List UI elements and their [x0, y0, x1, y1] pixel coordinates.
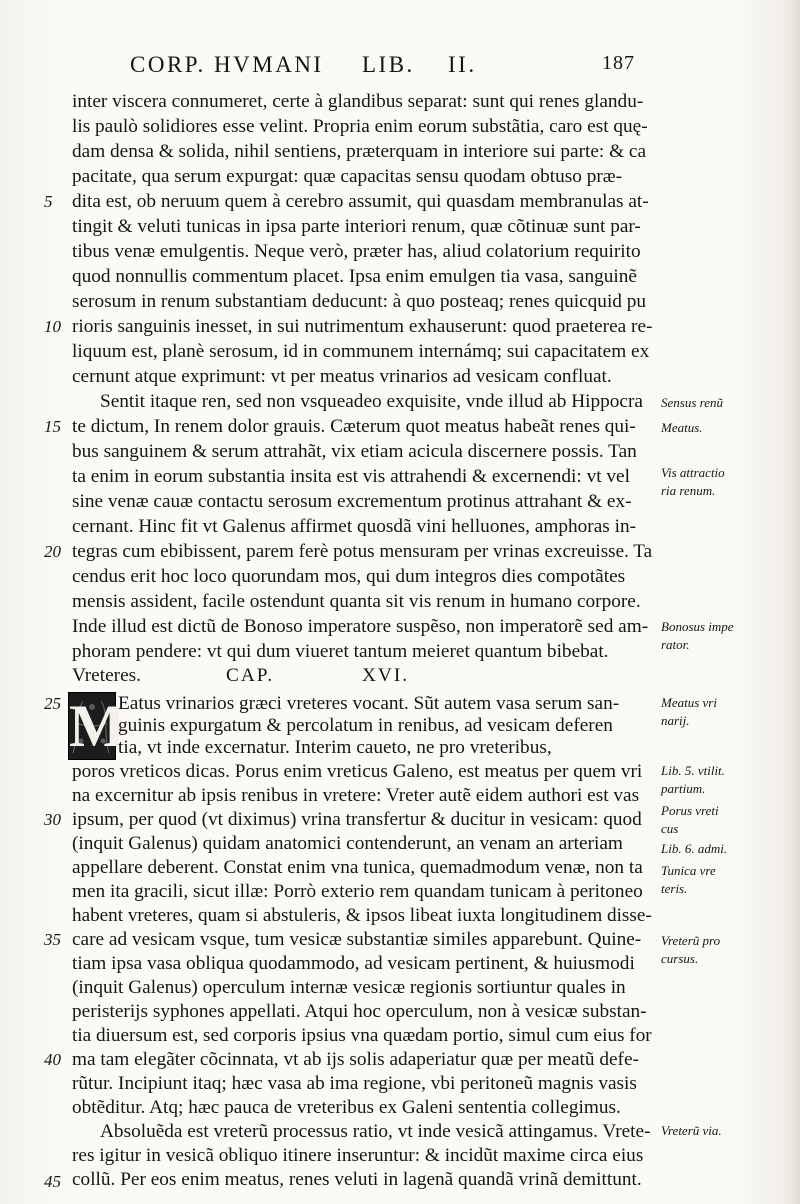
text-line: phoram pendere: vt qui dum viueret tantum meieret quantum bibebat.	[72, 641, 609, 662]
chapter-cap-label: CAP.	[226, 665, 275, 686]
header-lib: LIB.	[362, 52, 415, 77]
text-line: res igitur in vesicã obliquo itinere inseruntur: & incidũt maxime circa eius	[72, 1145, 644, 1166]
margin-note: Meatus vri narij.	[661, 695, 717, 728]
chapter-number: XVI.	[362, 665, 410, 686]
text-line: appellare deberent. Constat enim vna tunica, quemadmodum venæ, non ta	[72, 857, 643, 878]
text-line: care ad vesicam vsque, tum vesicæ substantiæ similes apparebunt. Quine-	[72, 929, 642, 950]
text-line: dita est, ob neruum quem à cerebro assumit, qui quasdam membranulas at-	[72, 191, 649, 212]
margin-note: Lib. 5. vtilit. partium.	[661, 763, 725, 796]
header-lib-number: II.	[448, 52, 477, 77]
margin-note: Vreterũ pro cursus.	[661, 933, 721, 966]
margin-note: Meatus.	[661, 420, 703, 435]
text-line: cendus erit hoc loco quorundam mos, qui dum integros dies compotãtes	[72, 566, 626, 587]
margin-note: Tunica vre teris.	[661, 863, 716, 896]
text-line: serosum in renum substantiam deducunt: à quo posteaq; renes quicquid pu	[72, 291, 647, 312]
text-line: obtẽditur. Atq; hæc pauca de vreteribus ex Galeni sententia collegimus.	[72, 1097, 621, 1118]
chapter-heading	[72, 665, 652, 691]
margin-note: Porus vreti cus	[661, 803, 719, 836]
text-line: ta enim in eorum substantia insita est vis attrahendi & excernendi: vt vel	[72, 466, 630, 487]
line-number: 45	[44, 1172, 61, 1191]
line-number: 25	[44, 694, 61, 713]
text-line: peristerijs syphones appellati. Atqui hoc operculum, non à vesicæ substan-	[72, 1001, 647, 1022]
text-line: liquum est, planè serosum, id in communem internámq; sui capacitatem ex	[72, 341, 650, 362]
text-line: tingit & veluti tunicas in ipsa parte interiori renum, quæ cõtinuæ sunt par-	[72, 216, 641, 237]
text-line: dam densa & solida, nihil sentiens, præterquam in interiore sui parte: & ca	[72, 141, 647, 162]
margin-note: Vreterũ via.	[661, 1123, 722, 1138]
text-line: tia, vt inde excernatur. Interim caueto, ne pro vreteribus,	[118, 737, 552, 758]
text-line: bus sanguinem & serum attrahãt, vix etiam acicula discernere possis. Tan	[72, 441, 637, 462]
margin-note: Sensus renũ	[661, 395, 723, 410]
line-number: 20	[44, 542, 61, 561]
header-title: CORP. HVMANI	[130, 52, 324, 77]
margin-note: Vis attractio ria renum.	[661, 465, 725, 498]
text-line: poros vreticos dicas. Porus enim vreticus Galeno, est meatus per quem vri	[72, 761, 643, 782]
text-line: guinis expurgatum & percolatum in renibus, ad vesicam deferen	[118, 715, 613, 736]
text-line: Inde illud est dictũ de Bonoso imperatore suspẽso, non imperatorẽ sed am-	[72, 616, 649, 637]
text-line: ipsum, per quod (vt diximus) vrina transfertur & ducitur in vesicam: quod	[72, 809, 642, 830]
line-number: 5	[44, 192, 53, 211]
text-line: tia diuersum est, sed corporis ipsius vna quædam portio, simul cum eius for	[72, 1025, 652, 1046]
text-line: men ita gracili, sicut illæ: Porrò exterio rem quandam tunicam à peritoneo	[72, 881, 643, 902]
margin-note: Lib. 6. admi.	[661, 841, 728, 856]
text-line: rũtur. Incipiunt itaq; hæc vasa ab ima regione, vbi peritoneũ magnis vasis	[72, 1073, 637, 1094]
text-line: te dictum, In renem dolor grauis. Cæterum quot meatus habeãt renes qui-	[72, 416, 636, 437]
text-line: rioris sanguinis inesset, in sui nutrimentum exhauserunt: quod praeterea re-	[72, 316, 653, 337]
text-line: lis paulò solidiores esse velint. Propria enim eorum substãtia, caro est quę-	[72, 116, 648, 137]
page-number: 187	[602, 52, 635, 74]
text-line: tiam ipsa vasa obliqua quodammodo, ad vesicam pertinent, & huiusmodi	[72, 953, 635, 974]
text-line: Eatus vrinarios græci vreteres vocant. Sũt autem vasa serum san-	[118, 693, 620, 714]
page-edge-shadow	[786, 0, 800, 1204]
line-number: 35	[44, 930, 61, 949]
text-line: habent vreteres, quam si abstuleris, & ipsos libeat iuxta longitudinem disse-	[72, 905, 652, 926]
text-line: mensis assident, facile ostendunt quanta sit vis renum in humano corpore.	[72, 591, 641, 612]
text-line: tegras cum ebibissent, parem ferè potus mensuram per vrinas excreuisse. Ta	[72, 541, 653, 562]
running-header	[130, 52, 635, 86]
text-line: cernant. Hinc fit vt Galenus affirmet quosdã vini helluones, amphoras in-	[72, 516, 637, 537]
text-line: collũ. Per eos enim meatus, renes veluti in lagenã quandã vrinã demittunt.	[72, 1169, 642, 1190]
chapter-topic: Vreteres.	[72, 665, 141, 686]
line-number: 15	[44, 417, 61, 436]
initial-letter: M	[69, 693, 126, 759]
text-line: na excernitur ab ipsis renibus in vretere: Vreter autẽ eidem authori est vas	[72, 785, 640, 806]
text-line: Sentit itaque ren, sed non vsqueadeo exquisite, vnde illud ab Hippocra	[100, 391, 643, 412]
decorated-initial	[68, 692, 126, 760]
text-line: (inquit Galenus) operculum internæ vesicæ regionis sortiuntur quales in	[72, 977, 626, 998]
text-line: sine venæ cauæ contactu serosum excrementum protinus attrahant & ex-	[72, 491, 632, 512]
text-line: pacitate, qua serum expurgat: quæ capacitas sensu quodam obtuso præ-	[72, 166, 623, 187]
margin-note: Bonosus impe rator.	[661, 619, 734, 652]
text-line: Absoluẽda est vreterũ processus ratio, vt inde vesicã attingamus. Vrete-	[100, 1121, 651, 1142]
text-line: tibus venæ emulgentis. Neque verò, præter has, aliud colatorium requirito	[72, 241, 641, 262]
text-line: (inquit Galenus) quidam anatomici contenderunt, an venam an arteriam	[72, 833, 623, 854]
text-line: ma tam elegãter cõcinnata, vt ab ijs solis adaperiatur quæ per meatũ defe-	[72, 1049, 639, 1070]
line-number: 40	[44, 1050, 61, 1069]
text-line: inter viscera connumeret, certe à glandibus separat: sunt qui renes glandu-	[72, 91, 644, 112]
line-number: 30	[44, 810, 61, 829]
text-line: quod nonnullis commentum placet. Ipsa enim emulgen tia vasa, sanguinẽ	[72, 266, 637, 287]
text-line: cernunt atque exprimunt: vt per meatus vrinarios ad vesicam confluat.	[72, 366, 612, 387]
line-number: 10	[44, 317, 61, 336]
